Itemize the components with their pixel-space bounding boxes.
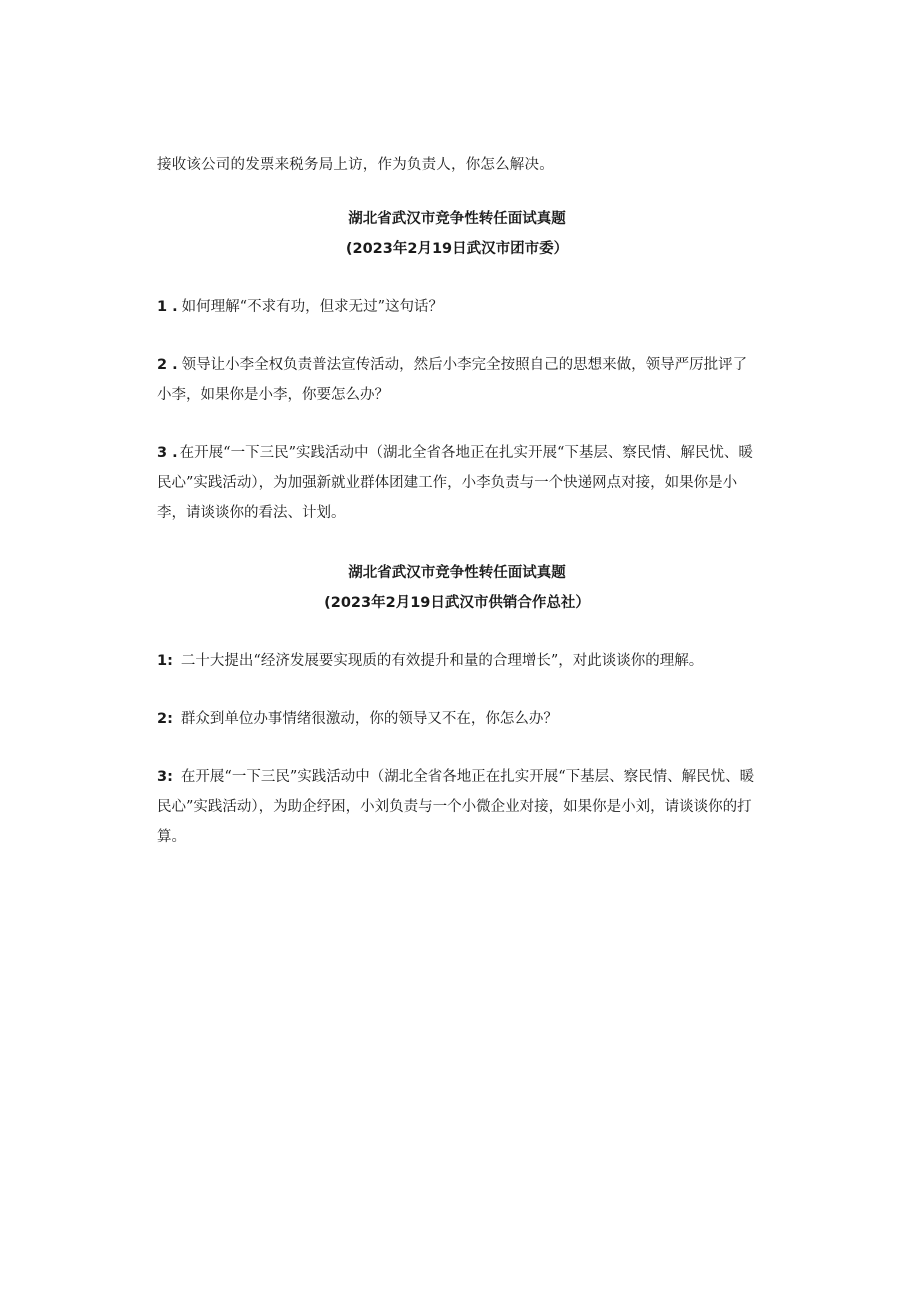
question-number: 1 <box>157 653 168 669</box>
section-1-heading <box>157 204 757 264</box>
question-number: 2 <box>157 711 168 727</box>
question-number: 3 <box>157 769 168 785</box>
question-number: 2 <box>157 357 168 373</box>
question-separator: . <box>167 357 178 373</box>
question-item <box>157 704 757 734</box>
question-text: 群众到单位办事情绪很激动，你的领导又不在，你怎么办？ <box>180 711 558 727</box>
question-item <box>157 438 757 528</box>
question-separator: : <box>167 769 173 785</box>
question-item <box>157 762 757 852</box>
document-page <box>157 150 757 852</box>
section-2-heading <box>157 558 757 618</box>
question-separator: . <box>167 445 178 461</box>
question-item <box>157 646 757 676</box>
question-text: 在开展“一下三民”实践活动中（湖北全省各地正在扎实开展“下基层、察民情、解民忧、暖民心”实践活动），为助企纾困，小刘负责与一个小微企业对接，如果你是小刘，请谈谈你的打算。 <box>157 769 755 845</box>
question-separator: . <box>167 299 178 315</box>
question-text: 如何理解“不求有功，但求无过”这句话？ <box>181 299 443 315</box>
section-title: 湖北省武汉市竞争性转任面试真题 <box>348 211 566 227</box>
intro-paragraph: 接收该公司的发票来税务局上访，作为负责人，你怎么解决。 <box>157 157 554 173</box>
question-item <box>157 350 757 410</box>
section-subtitle: (2023年2月19日武汉市团市委） <box>345 241 569 257</box>
question-separator: : <box>167 711 173 727</box>
section-subtitle: (2023年2月19日武汉市供销合作总社） <box>324 595 590 611</box>
section-title: 湖北省武汉市竞争性转任面试真题 <box>348 565 566 581</box>
question-text: 领导让小李全权负责普法宣传活动，然后小李完全按照自己的思想来做，领导严厉批评了小李，如果你是小李，你要怎么办？ <box>157 357 748 403</box>
question-separator: : <box>167 653 173 669</box>
question-item <box>157 292 757 322</box>
question-number: 1 <box>157 299 168 315</box>
question-text: 在开展“一下三民”实践活动中（湖北全省各地正在扎实开展“下基层、察民情、解民忧、暖民心”实践活动），为加强新就业群体团建工作，小李负责与一个快递网点对接，如果你是小李，请谈谈你的看法、计划。 <box>157 445 753 521</box>
question-number: 3 <box>157 445 168 461</box>
question-text: 二十大提出“经济发展要实现质的有效提升和量的合理增长”，对此谈谈你的理解。 <box>180 653 704 669</box>
